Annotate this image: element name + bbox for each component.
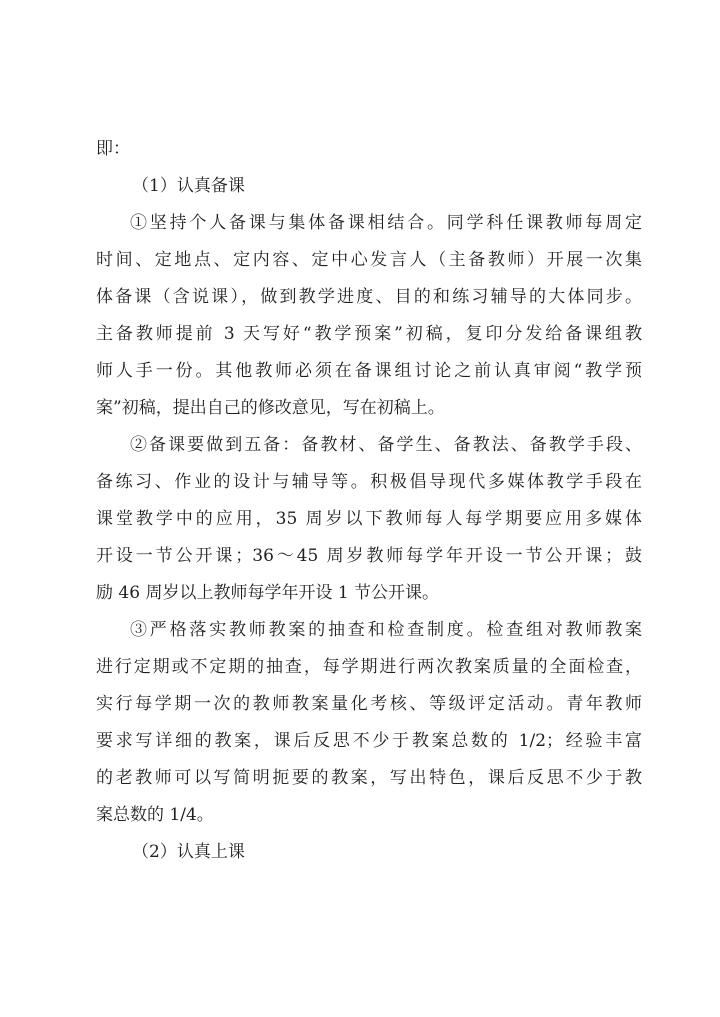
text-line: 体备课（含说课），做到教学进度、目的和练习辅导的大体同步。: [96, 287, 642, 307]
text-line: ②备课要做到五备：备教材、备学生、备教法、备教学手段、: [130, 435, 642, 455]
text-line: 师人手一份。其他教师必须在备课组讨论之前认真审阅“教学预: [96, 361, 642, 381]
text-line: 时间、定地点、定内容、定中心发言人（主备教师）开展一次集: [96, 250, 642, 270]
text-line: ①坚持个人备课与集体备课相结合。同学科任课教师每周定: [130, 213, 642, 233]
text-line: 课堂教学中的应用，35 周岁以下教师每人每学期要应用多媒体: [96, 509, 642, 529]
section-heading-2: （2）认真上课: [132, 842, 245, 862]
text-line: 进行定期或不定期的抽查，每学期进行两次教案质量的全面检查，: [96, 657, 642, 677]
text-line: 案总数的 1/4。: [96, 805, 214, 825]
text-line: 的老教师可以写简明扼要的教案，写出特色，课后反思不少于教: [96, 768, 642, 788]
text-line: 励 46 周岁以上教师每学年开设 1 节公开课。: [96, 583, 440, 603]
text-line: ③严格落实教师教案的抽查和检查制度。检查组对教师教案: [130, 620, 642, 640]
text-line: 实行每学期一次的教师教案量化考核、等级评定活动。青年教师: [96, 694, 642, 714]
text-line: 备练习、作业的设计与辅导等。积极倡导现代多媒体教学手段在: [96, 472, 642, 492]
text-line: 主备教师提前 3 天写好“教学预案”初稿，复印分发给备课组教: [96, 324, 642, 344]
text-line: 开设一节公开课；36～45 周岁教师每学年开设一节公开课；鼓: [96, 546, 642, 566]
document-body: [96, 131, 642, 871]
section-heading-1: （1）认真备课: [132, 176, 245, 196]
text-line: 案”初稿，提出自己的修改意见，写在初稿上。: [96, 398, 445, 418]
text-line: 即：: [96, 139, 130, 159]
text-line: 要求写详细的教案，课后反思不少于教案总数的 1/2；经验丰富: [96, 731, 642, 751]
